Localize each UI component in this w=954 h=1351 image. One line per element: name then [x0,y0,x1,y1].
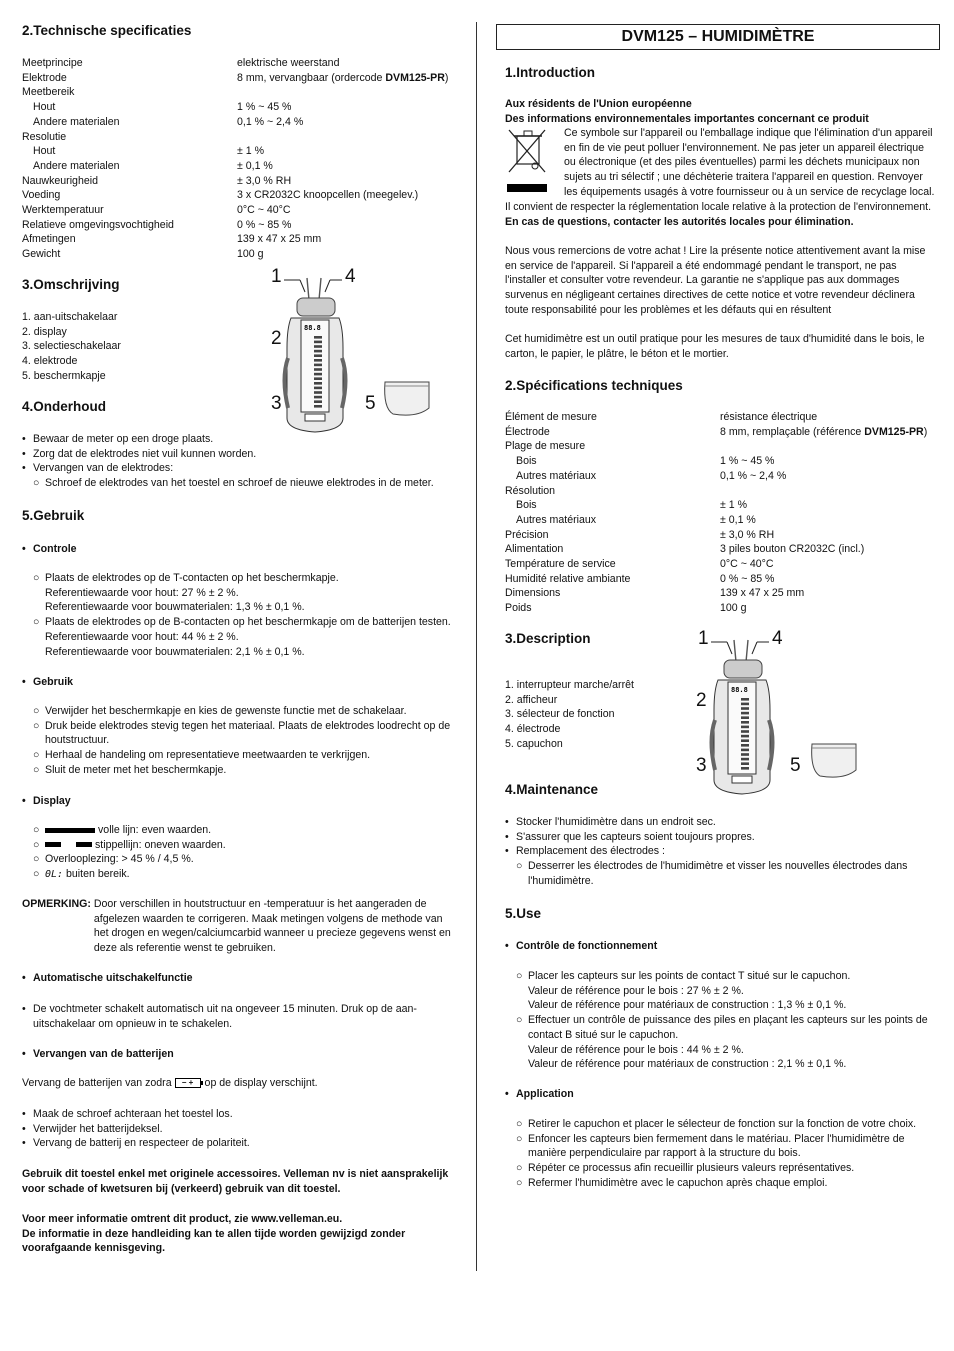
spec-row: Gewicht 100 g [22,248,264,261]
svg-text:88.8: 88.8 [304,324,321,332]
section-heading-specs: 2.Technische specificaties [22,23,192,38]
page-title: DVM125 – HUMIDIMÈTRE [496,24,940,50]
list-item: • Maak de schroef achteraan het toestel los. [22,1107,452,1122]
controle-list-nl [33,571,453,659]
svg-text:88.8: 88.8 [731,686,748,694]
list-item: 3. selectieschakelaar [22,340,121,353]
lcd-segment [741,744,749,747]
device-illustration [257,268,457,438]
lcd-segment [741,735,749,738]
moisture-meter-drawing [257,268,457,438]
application-list-fr [516,1117,936,1191]
spec-table-nl [22,56,448,262]
lcd-segment [314,405,322,408]
lcd-segment [741,767,749,770]
lcd-segment [314,400,322,403]
lcd-segment [741,698,749,701]
check-list-fr [516,969,936,1072]
lcd-segment [314,373,322,376]
list-item: ○ Refermer l'humidimètre avec le capuchon après chaque emploi. [516,1176,936,1191]
local-rules: Il convient de respecter la réglementation locale relative à la protection de l'environnement. En cas de questions, contacter les autorités locales pour élimination. [505,201,932,228]
subheading-batteries: • Vervangen van de batterijen [22,1047,452,1062]
list-item: • Remplacement des électrodes : ○ Desserrer les électrodes de l'humidimètre et visser les nouvelles électrodes dans l'humidimètre. [505,844,937,888]
callout-1: 1 [271,266,282,287]
spec-row: Bois 1 % ~ 45 % [516,455,775,468]
list-item: 2. afficheur [505,693,558,706]
spec-row: Poids 100 g [505,602,747,615]
lcd-segment [314,354,322,357]
eu-notice-heading: Aux résidents de l'Union européenne Des informations environnementales importantes concernant ce produit [505,98,869,125]
column-divider [476,22,477,1271]
lcd-segment [314,336,322,339]
list-item: ○ Retirer le capuchon et placer le sélecteur de fonction sur la fonction de votre choix. [516,1117,936,1132]
dashed-line-icon [45,842,61,847]
spec-table-fr [505,410,927,616]
lcd-segment [314,364,322,367]
list-item: ○ Placer les capteurs sur les points de contact T situé sur le capuchon. Valeur de référence pour le bois : 27 % ± 2 %. Valeur de référence pour matériaux de construction : 1,3 % ± 0,1 %. [516,969,936,1013]
spec-row: Dimensions 139 x 47 x 25 mm [505,587,805,600]
list-item: 5. beschermkapje [22,369,106,382]
spec-row: Autres matériaux ± 0,1 % [516,513,756,526]
list-item: • Verwijder het batterijdeksel. [22,1122,452,1137]
lcd-segment [314,341,322,344]
disclaimer-nl: Gebruik dit toestel enkel met originele accessoires. Velleman nv is niet aansprakelijk voor schade of kwetsuren bij (verkeerd) gebruik van dit toestel. [22,1168,449,1195]
subheading-auto-off: • Automatische uitschakelfunctie [22,971,452,986]
list-item: ○ volle lijn: even waarden. [33,823,453,838]
spec-row: Hout ± 1 % [33,145,265,158]
list-item: • S'assurer que les capteurs soient toujours propres. [505,830,937,845]
list-item: ○ Plaats de elektrodes op de B-contacten op het beschermkapje om de batterijen testen. Referentiewaarde voor hout: 44 % ± 2 %. Referentiewaarde voor bouwmaterialen: 2,1 % ± 0,1 %. [33,615,453,659]
spec-row: Afmetingen 139 x 47 x 25 mm [22,233,322,246]
weee-bin-icon [505,126,549,196]
display-list-nl [33,823,453,883]
lcd-segment [741,703,749,706]
list-item: • Bewaar de meter op een droge plaats. [22,432,452,447]
spec-row: Relatieve omgevingsvochtigheid 0 % ~ 85 % [22,218,292,231]
lcd-segment [741,707,749,710]
auto-off-text: • De vochtmeter schakelt automatisch uit na ongeveer 15 minuten. Druk op de aan-uitschakelaar om opnieuw in te schakelen. [22,1002,432,1031]
note-nl: OPMERKING: Door verschillen in houtstructuur en -temperatuur is het aangeraden de afgelezen waarden te corrigeren. Maak metingen volgens de methode van het drogen en wegen/calciumcarbid wanneer u precieze gegevens wenst en deze als referentie wenst te gebruiken. [22,898,451,955]
section-heading-maintenance: 4.Onderhoud [22,399,106,414]
callout-4: 4 [772,628,783,649]
list-item: 5. capuchon [505,737,563,750]
subheading-application: • Application [505,1087,935,1102]
spec-row: Resolutie [22,130,67,143]
list-item: 1. aan-uitschakelaar [22,311,118,323]
spec-row: Elektrode 8 mm, vervangbaar (ordercode DVM125-PR) [22,71,449,84]
device-illustration-fr [684,630,884,800]
gebruik-list-nl [33,704,453,778]
lcd-segment [741,712,749,715]
callout-3: 3 [696,755,707,776]
list-item: ○ Répéter ce processus afin recueillir plusieurs valeurs représentatives. [516,1161,936,1176]
lcd-segment [314,382,322,385]
list-item: • Vervangen van de elektrodes: ○ Schroef de elektrodes van het toestel en schroef de nieuwe elektrodes in de meter. [22,461,452,490]
callout-2: 2 [271,328,282,349]
spec-row: Précision ± 3,0 % RH [505,528,775,541]
lcd-segment [741,758,749,761]
section-heading-description: 3.Omschrijving [22,277,120,292]
battery-text: Vervang de batterijen van zodra − + op de display verschijnt. [22,1077,318,1089]
list-item: 1. interrupteur marche/arrêt [505,679,634,691]
lcd-segment [314,368,322,371]
battery-steps [22,1107,452,1151]
subheading-check: • Contrôle de fonctionnement [505,939,935,954]
list-item: 2. display [22,325,67,338]
lcd-segment [741,726,749,729]
section-heading-use: 5.Gebruik [22,508,85,523]
list-item: ○ Schroef de elektrodes van het toestel en schroef de nieuwe elektrodes in de meter. [33,476,452,491]
subheading-gebruik: • Gebruik [22,675,452,690]
list-item: ○ Enfoncer les capteurs bien fermement dans le matériau. Placer l'humidimètre de manière perpendiculaire par rapport à la structure du bois. [516,1132,936,1161]
subheading-controle: • Controle [22,542,452,557]
spec-row: Nauwkeurigheid ± 3,0 % RH [22,174,292,187]
list-item: 3. sélecteur de fonction [505,708,615,721]
list-item: ○ Effectuer un contrôle de puissance des piles en plaçant les capteurs sur les points de contact B situé sur le capuchon. Valeur de référence pour le bois : 44 % ± 2 %. Valeur de référence pour matériaux de construction : 2,1 % ± 0,1 %. [516,1013,936,1072]
spec-row: Meetprincipe elektrische weerstand [22,57,340,69]
list-item: ○ Sluit de meter met het beschermkapje. [33,763,453,778]
description-list-nl [22,310,121,383]
list-item: ○ stippellijn: oneven waarden. [33,838,453,853]
spec-row: Électrode 8 mm, remplaçable (référence DVM125-PR) [505,425,928,438]
spec-row: Résolution [505,484,556,497]
list-item: • Zorg dat de elektrodes niet vuil kunnen worden. [22,447,452,462]
callout-5: 5 [365,393,376,414]
section-heading-description-fr: 3.Description [505,631,591,646]
spec-row: Autres matériaux 0,1 % ~ 2,4 % [516,469,787,482]
lcd-segment [314,345,322,348]
lcd-segment [741,762,749,765]
moisture-meter-drawing [684,630,884,800]
list-item: ○ Druk beide elektrodes stevig tegen het materiaal. Plaats de elektrodes loodrecht op de houtstructuur. [33,719,453,748]
callout-4: 4 [345,266,356,287]
list-item: • Vervang de batterij en respecteer de polariteit. [22,1136,452,1151]
section-heading-specs-fr: 2.Spécifications techniques [505,378,683,393]
subheading-display: • Display [22,794,452,809]
list-item: ○ Verwijder het beschermkapje en kies de gewenste functie met de schakelaar. [33,704,453,719]
spec-row: Bois ± 1 % [516,499,748,512]
lcd-segment [314,387,322,390]
list-item: ○ Desserrer les électrodes de l'humidimètre et visser les nouvelles électrodes dans l'humidimètre. [516,859,928,888]
callout-1: 1 [698,628,709,649]
lcd-segment [741,739,749,742]
list-item: ○ Overlooplezing: > 45 % / 4,5 %. [33,852,453,867]
spec-row: Hout 1 % ~ 45 % [33,101,292,114]
lcd-segment [314,377,322,380]
spec-row: Élément de mesure résistance électrique [505,411,818,423]
section-heading-maintenance-fr: 4.Maintenance [505,782,599,797]
more-info-nl: Voor meer informatie omtrent dit product, zie www.velleman.eu. De informatie in deze handleiding kan te allen tijde worden gewijzigd zonder voorafgaande kennisgeving. [22,1213,406,1255]
callout-2: 2 [696,690,707,711]
lcd-segment [314,391,322,394]
section-heading-introduction: 1.Introduction [505,65,595,80]
intro-paragraph-2: Cet humidimètre est un outil pratique pour les mesures de taux d'humidité dans le bois, le carton, le papier, le plâtre, le béton et le mortier. [505,333,925,360]
description-list-fr [505,678,634,751]
section-heading-use-fr: 5.Use [505,906,542,921]
weee-text: Ce symbole sur l'appareil ou l'emballage indique que l'élimination d'un appareil en fin de vie peut polluer l'environnement. Ne pas jeter un appareil électrique ou électronique (et des piles éventuelles) parmi les déchets municipaux non sujets au tri sélectif ; une déchèterie traitera l'appareil en question. Renvoyer les équipements usagés à votre fournisseur ou à un service de recyclage local. [564,127,935,198]
spec-row: Andere materialen 0,1 % ~ 2,4 % [33,115,304,128]
list-item: ○ 0L: buiten bereik. [33,867,453,883]
spec-row: Plage de mesure [505,440,586,453]
spec-row: Andere materialen ± 0,1 % [33,159,273,172]
lcd-segment [741,721,749,724]
list-item: ○ Herhaal de handeling om representatieve meetwaarden te verkrijgen. [33,748,453,763]
lcd-segment [314,350,322,353]
battery-icon: − + [175,1078,201,1088]
spec-row: Werktemperatuur 0°C ~ 40°C [22,204,291,217]
list-item: • Stocker l'humidimètre dans un endroit sec. [505,815,937,830]
maintenance-list-fr [505,815,937,889]
lcd-segment [314,359,322,362]
list-item: 4. elektrode [22,355,78,368]
spec-row: Température de service 0°C ~ 40°C [505,558,774,571]
lcd-segment [314,396,322,399]
lcd-segment [741,753,749,756]
spec-row: Alimentation 3 piles bouton CR2032C (incl.) [505,543,865,556]
callout-3: 3 [271,393,282,414]
lcd-segment [741,730,749,733]
list-item: ○ Plaats de elektrodes op de T-contacten op het beschermkapje. Referentiewaarde voor hout: 27 % ± 2 %. Referentiewaarde voor bouwmaterialen: 1,3 % ± 0,1 %. [33,571,453,615]
callout-5: 5 [790,755,801,776]
maintenance-list-nl [22,432,452,491]
solid-line-icon [45,828,95,833]
lcd-segment [741,716,749,719]
lcd-segment [741,749,749,752]
intro-paragraph-1: Nous vous remercions de votre achat ! Lire la présente notice attentivement avant la mise en service de l'appareil. Si l'appareil a été endommagé pendant le transport, ne pas l'installer et consulter votre revendeur. La garantie ne s'applique pas aux dommages survenus en négligeant certaines directives de cette notice et votre revendeur déclinera toute responsabilité pour les problèmes et les défauts qui en résultent [505,245,926,316]
spec-row: Meetbereik [22,86,75,99]
spec-row: Humidité relative ambiante 0 % ~ 85 % [505,572,775,585]
list-item: 4. électrode [505,723,561,736]
spec-row: Voeding 3 x CR2032C knoopcellen (meegelev.) [22,189,419,202]
